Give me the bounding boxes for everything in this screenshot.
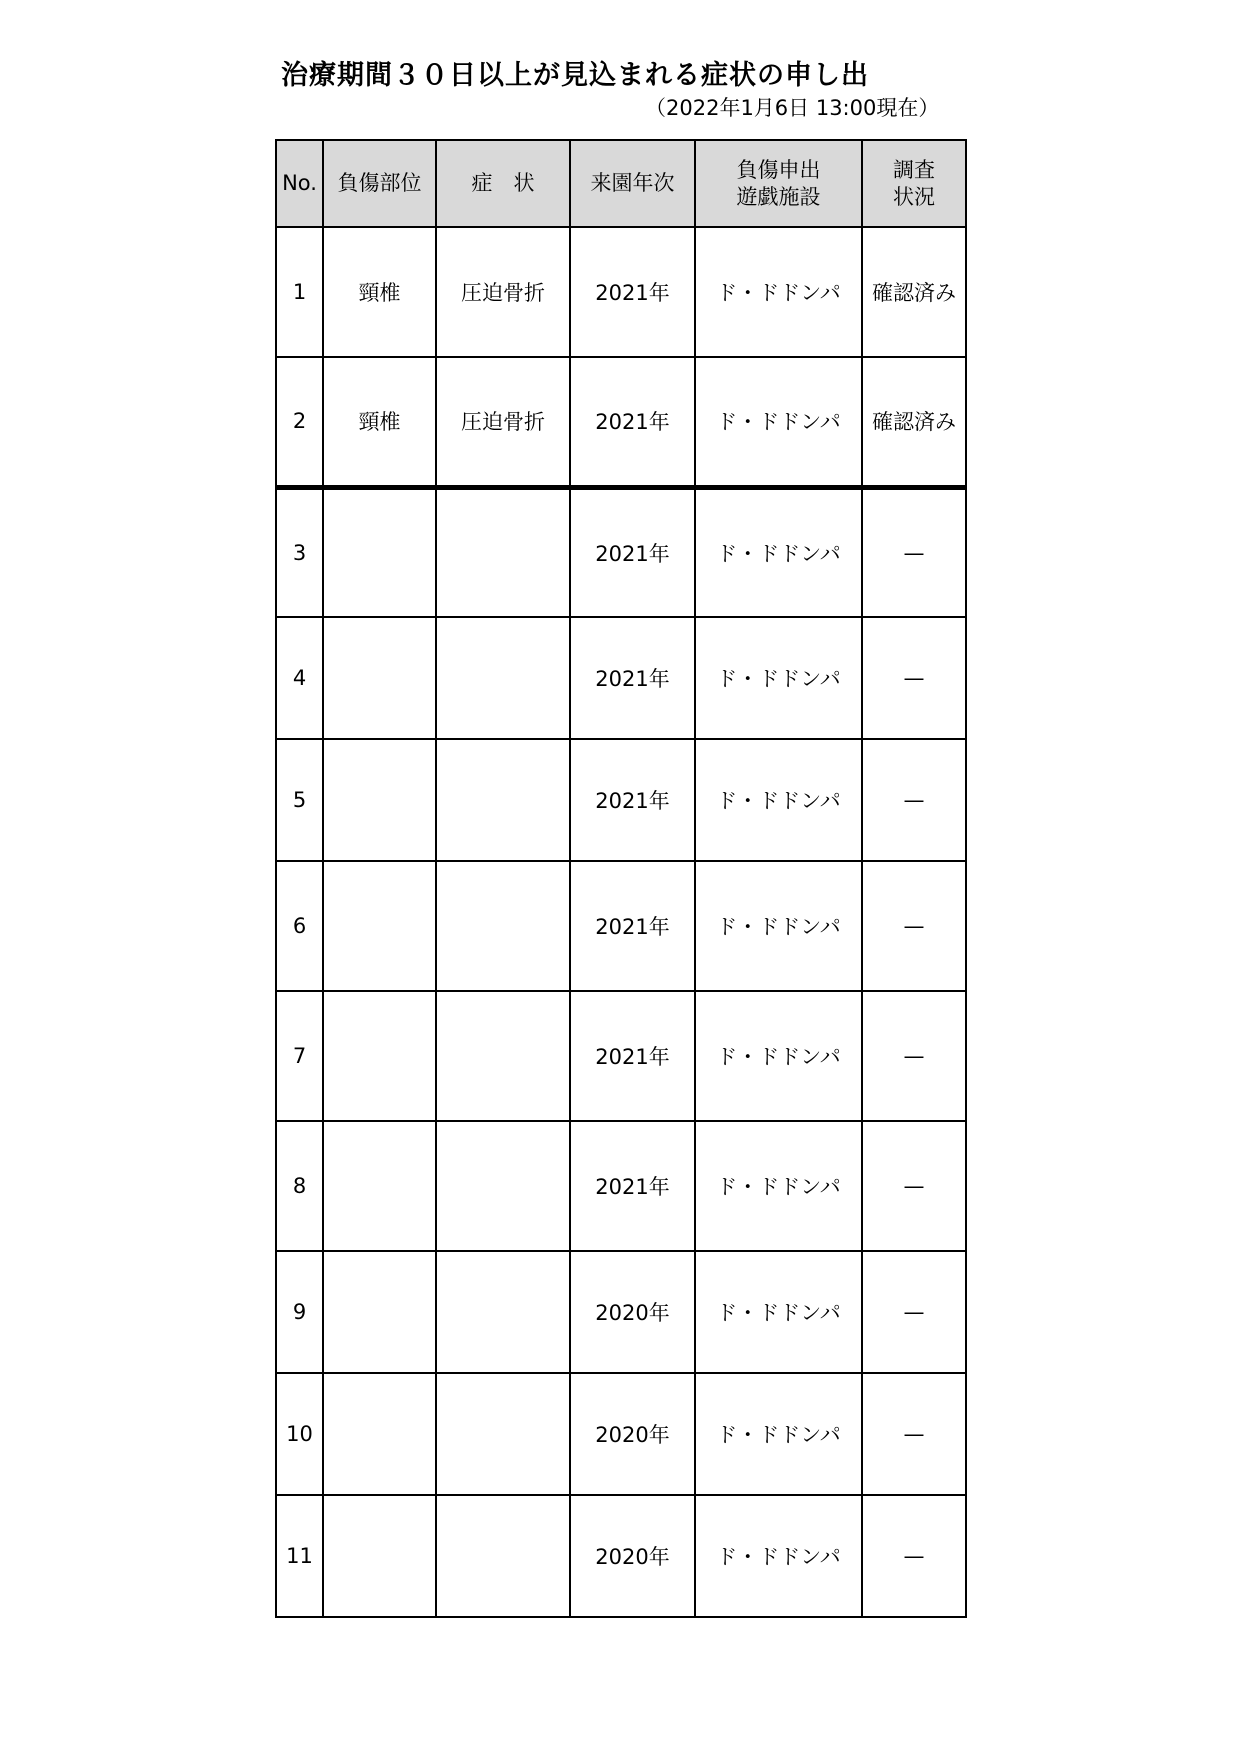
table-row: [276, 861, 966, 991]
cell-visit-year: 2021年: [570, 227, 695, 357]
cell-status: —: [862, 617, 966, 739]
cell-no: 4: [276, 617, 323, 739]
header-no: No.: [276, 140, 323, 227]
cell-injury-part: [323, 861, 436, 991]
cell-injury-part: 頸椎: [323, 357, 436, 487]
cell-symptom: [436, 1373, 570, 1495]
table-row: [276, 739, 966, 861]
cell-symptom: [436, 739, 570, 861]
cell-visit-year: 2020年: [570, 1495, 695, 1617]
cell-symptom: 圧迫骨折: [436, 227, 570, 357]
header-row: [276, 140, 966, 227]
table-body: [276, 227, 966, 1617]
table-row: [276, 227, 966, 357]
cell-symptom: [436, 617, 570, 739]
cell-status: 確認済み: [862, 357, 966, 487]
cell-status: —: [862, 861, 966, 991]
cell-no: 10: [276, 1373, 323, 1495]
cell-visit-year: 2020年: [570, 1373, 695, 1495]
table-row: [276, 1121, 966, 1251]
cell-injury-part: [323, 487, 436, 617]
cell-no: 6: [276, 861, 323, 991]
cell-injury-part: [323, 1251, 436, 1373]
header-status-line2: 状況: [893, 184, 935, 209]
cell-no: 3: [276, 487, 323, 617]
cell-facility: ド・ドドンパ: [695, 739, 862, 861]
cell-injury-part: [323, 1121, 436, 1251]
cell-facility: ド・ドドンパ: [695, 1495, 862, 1617]
header-facility-line1: 負傷申出: [736, 158, 821, 183]
cell-injury-part: [323, 1495, 436, 1617]
injury-report-table: [275, 139, 967, 1618]
cell-visit-year: 2021年: [570, 991, 695, 1121]
table-row: [276, 1495, 966, 1617]
cell-facility: ド・ドドンパ: [695, 861, 862, 991]
cell-visit-year: 2021年: [570, 357, 695, 487]
document-title: 治療期間３０日以上が見込まれる症状の申し出: [281, 60, 869, 91]
cell-facility: ド・ドドンパ: [695, 1251, 862, 1373]
cell-visit-year: 2021年: [570, 1121, 695, 1251]
cell-no: 5: [276, 739, 323, 861]
cell-symptom: [436, 1495, 570, 1617]
cell-visit-year: 2021年: [570, 739, 695, 861]
table-row: [276, 1373, 966, 1495]
cell-symptom: [436, 1121, 570, 1251]
table-row: [276, 1251, 966, 1373]
cell-no: 2: [276, 357, 323, 487]
header-facility-line2: 遊戯施設: [736, 184, 821, 209]
header-visit-year: 来園年次: [570, 140, 695, 227]
header-investigation-status: [862, 140, 966, 227]
cell-status: 確認済み: [862, 227, 966, 357]
cell-facility: ド・ドドンパ: [695, 991, 862, 1121]
table-row: [276, 487, 966, 617]
cell-no: 9: [276, 1251, 323, 1373]
cell-facility: ド・ドドンパ: [695, 617, 862, 739]
header-status-line1: 調査: [893, 158, 935, 183]
cell-no: 1: [276, 227, 323, 357]
cell-injury-part: [323, 1373, 436, 1495]
cell-symptom: 圧迫骨折: [436, 357, 570, 487]
cell-visit-year: 2021年: [570, 861, 695, 991]
cell-status: —: [862, 487, 966, 617]
cell-status: —: [862, 1373, 966, 1495]
cell-symptom: [436, 861, 570, 991]
table-row: [276, 617, 966, 739]
cell-facility: ド・ドドンパ: [695, 1121, 862, 1251]
cell-status: —: [862, 1495, 966, 1617]
cell-no: 8: [276, 1121, 323, 1251]
cell-symptom: [436, 991, 570, 1121]
cell-injury-part: [323, 739, 436, 861]
cell-visit-year: 2021年: [570, 617, 695, 739]
cell-facility: ド・ドドンパ: [695, 227, 862, 357]
cell-symptom: [436, 1251, 570, 1373]
cell-no: 11: [276, 1495, 323, 1617]
cell-status: —: [862, 1121, 966, 1251]
cell-facility: ド・ドドンパ: [695, 357, 862, 487]
cell-injury-part: [323, 991, 436, 1121]
cell-visit-year: 2020年: [570, 1251, 695, 1373]
table-header: [276, 140, 966, 227]
cell-visit-year: 2021年: [570, 487, 695, 617]
header-symptom: 症 状: [436, 140, 570, 227]
cell-injury-part: 頸椎: [323, 227, 436, 357]
cell-symptom: [436, 487, 570, 617]
cell-status: —: [862, 991, 966, 1121]
table-row: [276, 991, 966, 1121]
cell-facility: ド・ドドンパ: [695, 487, 862, 617]
cell-injury-part: [323, 617, 436, 739]
cell-facility: ド・ドドンパ: [695, 1373, 862, 1495]
cell-status: —: [862, 1251, 966, 1373]
cell-status: —: [862, 739, 966, 861]
header-facility: [695, 140, 862, 227]
cell-no: 7: [276, 991, 323, 1121]
as-of-timestamp: （2022年1月6日 13:00現在）: [645, 96, 940, 120]
header-injury-part: 負傷部位: [323, 140, 436, 227]
table-row: [276, 357, 966, 487]
